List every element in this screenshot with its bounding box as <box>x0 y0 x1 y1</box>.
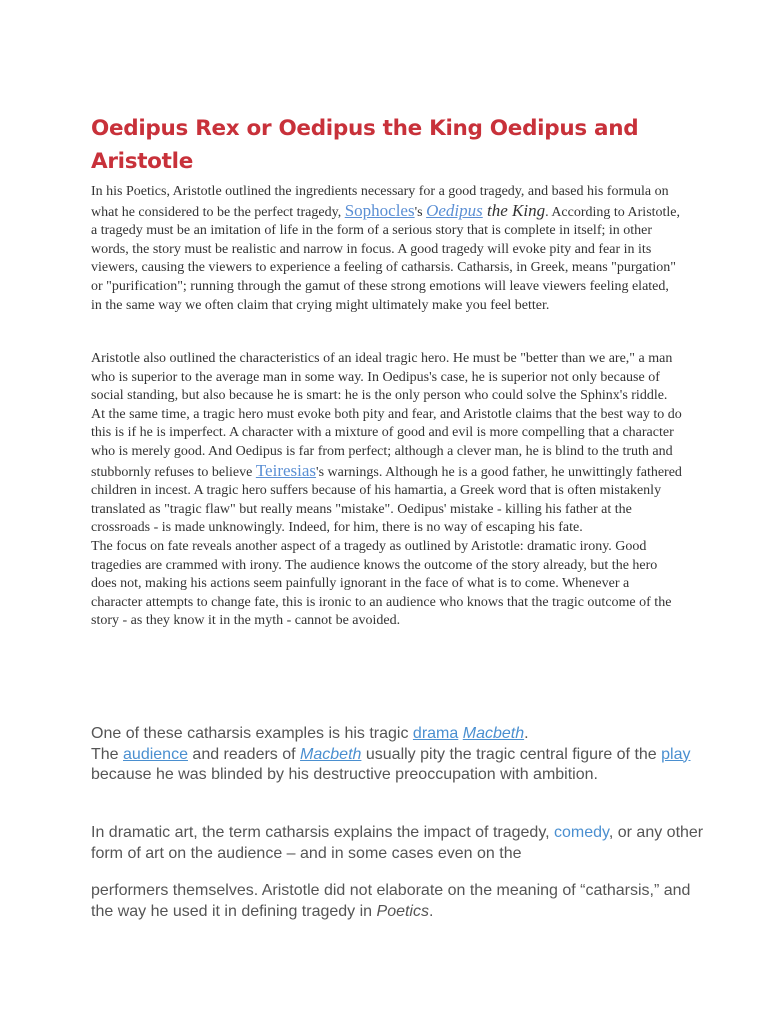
text-run: . According to Aristotle, a tragedy must be an imitation of life in the form of a serious story that is complete in itself; in other words, the story must be realistic and narrow in focus. A good tragedy will evoke pity and fear in its viewers, causing the viewers to experience a feeling of catharsis. Catharsis, in Greek, means "purgation" or "purification"; running through the gamut of these strong emotions will leave viewers feeling elated, in the same way we often claim that crying might ultimately make you feel better. <box>91 204 681 313</box>
text-run: In his Poetics, Aristotle outlined the ingredients necessary for a good tragedy, and based his formula on what he considered to be the perfect tragedy, <box>91 184 669 220</box>
text-run: because he was blinded by his destructive preoccupation with ambition. <box>91 766 598 783</box>
text-run: The <box>91 745 124 763</box>
link-play[interactable]: play <box>661 745 691 763</box>
page-title: Oedipus Rex or Oedipus the King Oedipus and Aristotle <box>91 116 639 174</box>
text-run: Aristotle also outlined the characteristics of an ideal tragic hero. He must be "better than we are," a man who is superior to the average man in some way. In Oedipus's case, he is superior not only because of social standing, but also because he is smart: he is the only person who could solve the Sphinx's riddle. At the same time, a tragic hero must evoke both pity and fear, and Aristotle claims that the best way to do this is if he is imperfect. A character with a mixture of good and evil is more compelling that a character who is merely good. And Oedipus is far from perfect; although a clever man, he is blind to the truth and stubbornly refuses to believe <box>91 351 682 480</box>
text-run: performers themselves. Aristotle did not elaborate on the meaning of “catharsis,” and the way he used it in defining tragedy in <box>91 882 691 920</box>
link-oedipus[interactable]: Oedipus <box>426 200 483 220</box>
text-run: , or any other form of art on the audience – and in some cases even on the <box>91 824 704 862</box>
link-drama[interactable]: drama <box>412 725 459 742</box>
text-run: . <box>524 725 529 742</box>
paragraph-tragic-hero <box>91 350 683 631</box>
link-audience[interactable]: audience <box>123 745 188 763</box>
text-run: One of these catharsis examples is his tragic <box>91 725 413 742</box>
paragraph-poetics <box>91 183 683 315</box>
text-run: In dramatic art, the term catharsis explains the impact of tragedy, <box>91 824 555 841</box>
paragraph-performers <box>91 881 711 922</box>
link-macbeth-2[interactable]: Macbeth <box>300 745 362 763</box>
text-run: 's <box>414 204 427 220</box>
link-macbeth[interactable]: Macbeth <box>462 725 525 742</box>
text-run-king: the King <box>482 200 546 220</box>
paragraph-macbeth <box>91 724 711 786</box>
text-run: The focus on fate reveals another aspect of a tragedy as outlined by Aristotle: dramatic irony. Good tragedies are crammed with irony. The audience knows the outcome of the story already, but the hero does not, making his actions seem painfully ignorant in the face of what is to come. Whenever a character attempts to change fate, this is ironic to an audience who knows that the tragic outcome of the story - as they know it in the myth - cannot be avoided. <box>91 538 672 629</box>
link-teiresias[interactable]: Teiresias <box>255 460 317 480</box>
text-run: 's warnings. Although he is a good father, he unwittingly fathered children in incest. A tragic hero suffers because of his hamartia, a Greek word that is often mistakenly translated as "tragic flaw" but really means "mistake". Oedipus' mistake - killing his father at the crossroads - is made unknowingly. Indeed, for him, there is no way of escaping his fate. <box>91 464 682 536</box>
text-run: usually pity the tragic central figure of the <box>361 745 662 763</box>
link-comedy[interactable]: comedy <box>554 824 609 841</box>
paragraph-dramatic-art <box>91 823 711 864</box>
text-run: . <box>428 902 434 920</box>
text-run: and readers of <box>187 745 301 763</box>
text-run-poetics: Poetics <box>376 902 429 920</box>
link-sophocles[interactable]: Sophocles <box>344 200 415 220</box>
